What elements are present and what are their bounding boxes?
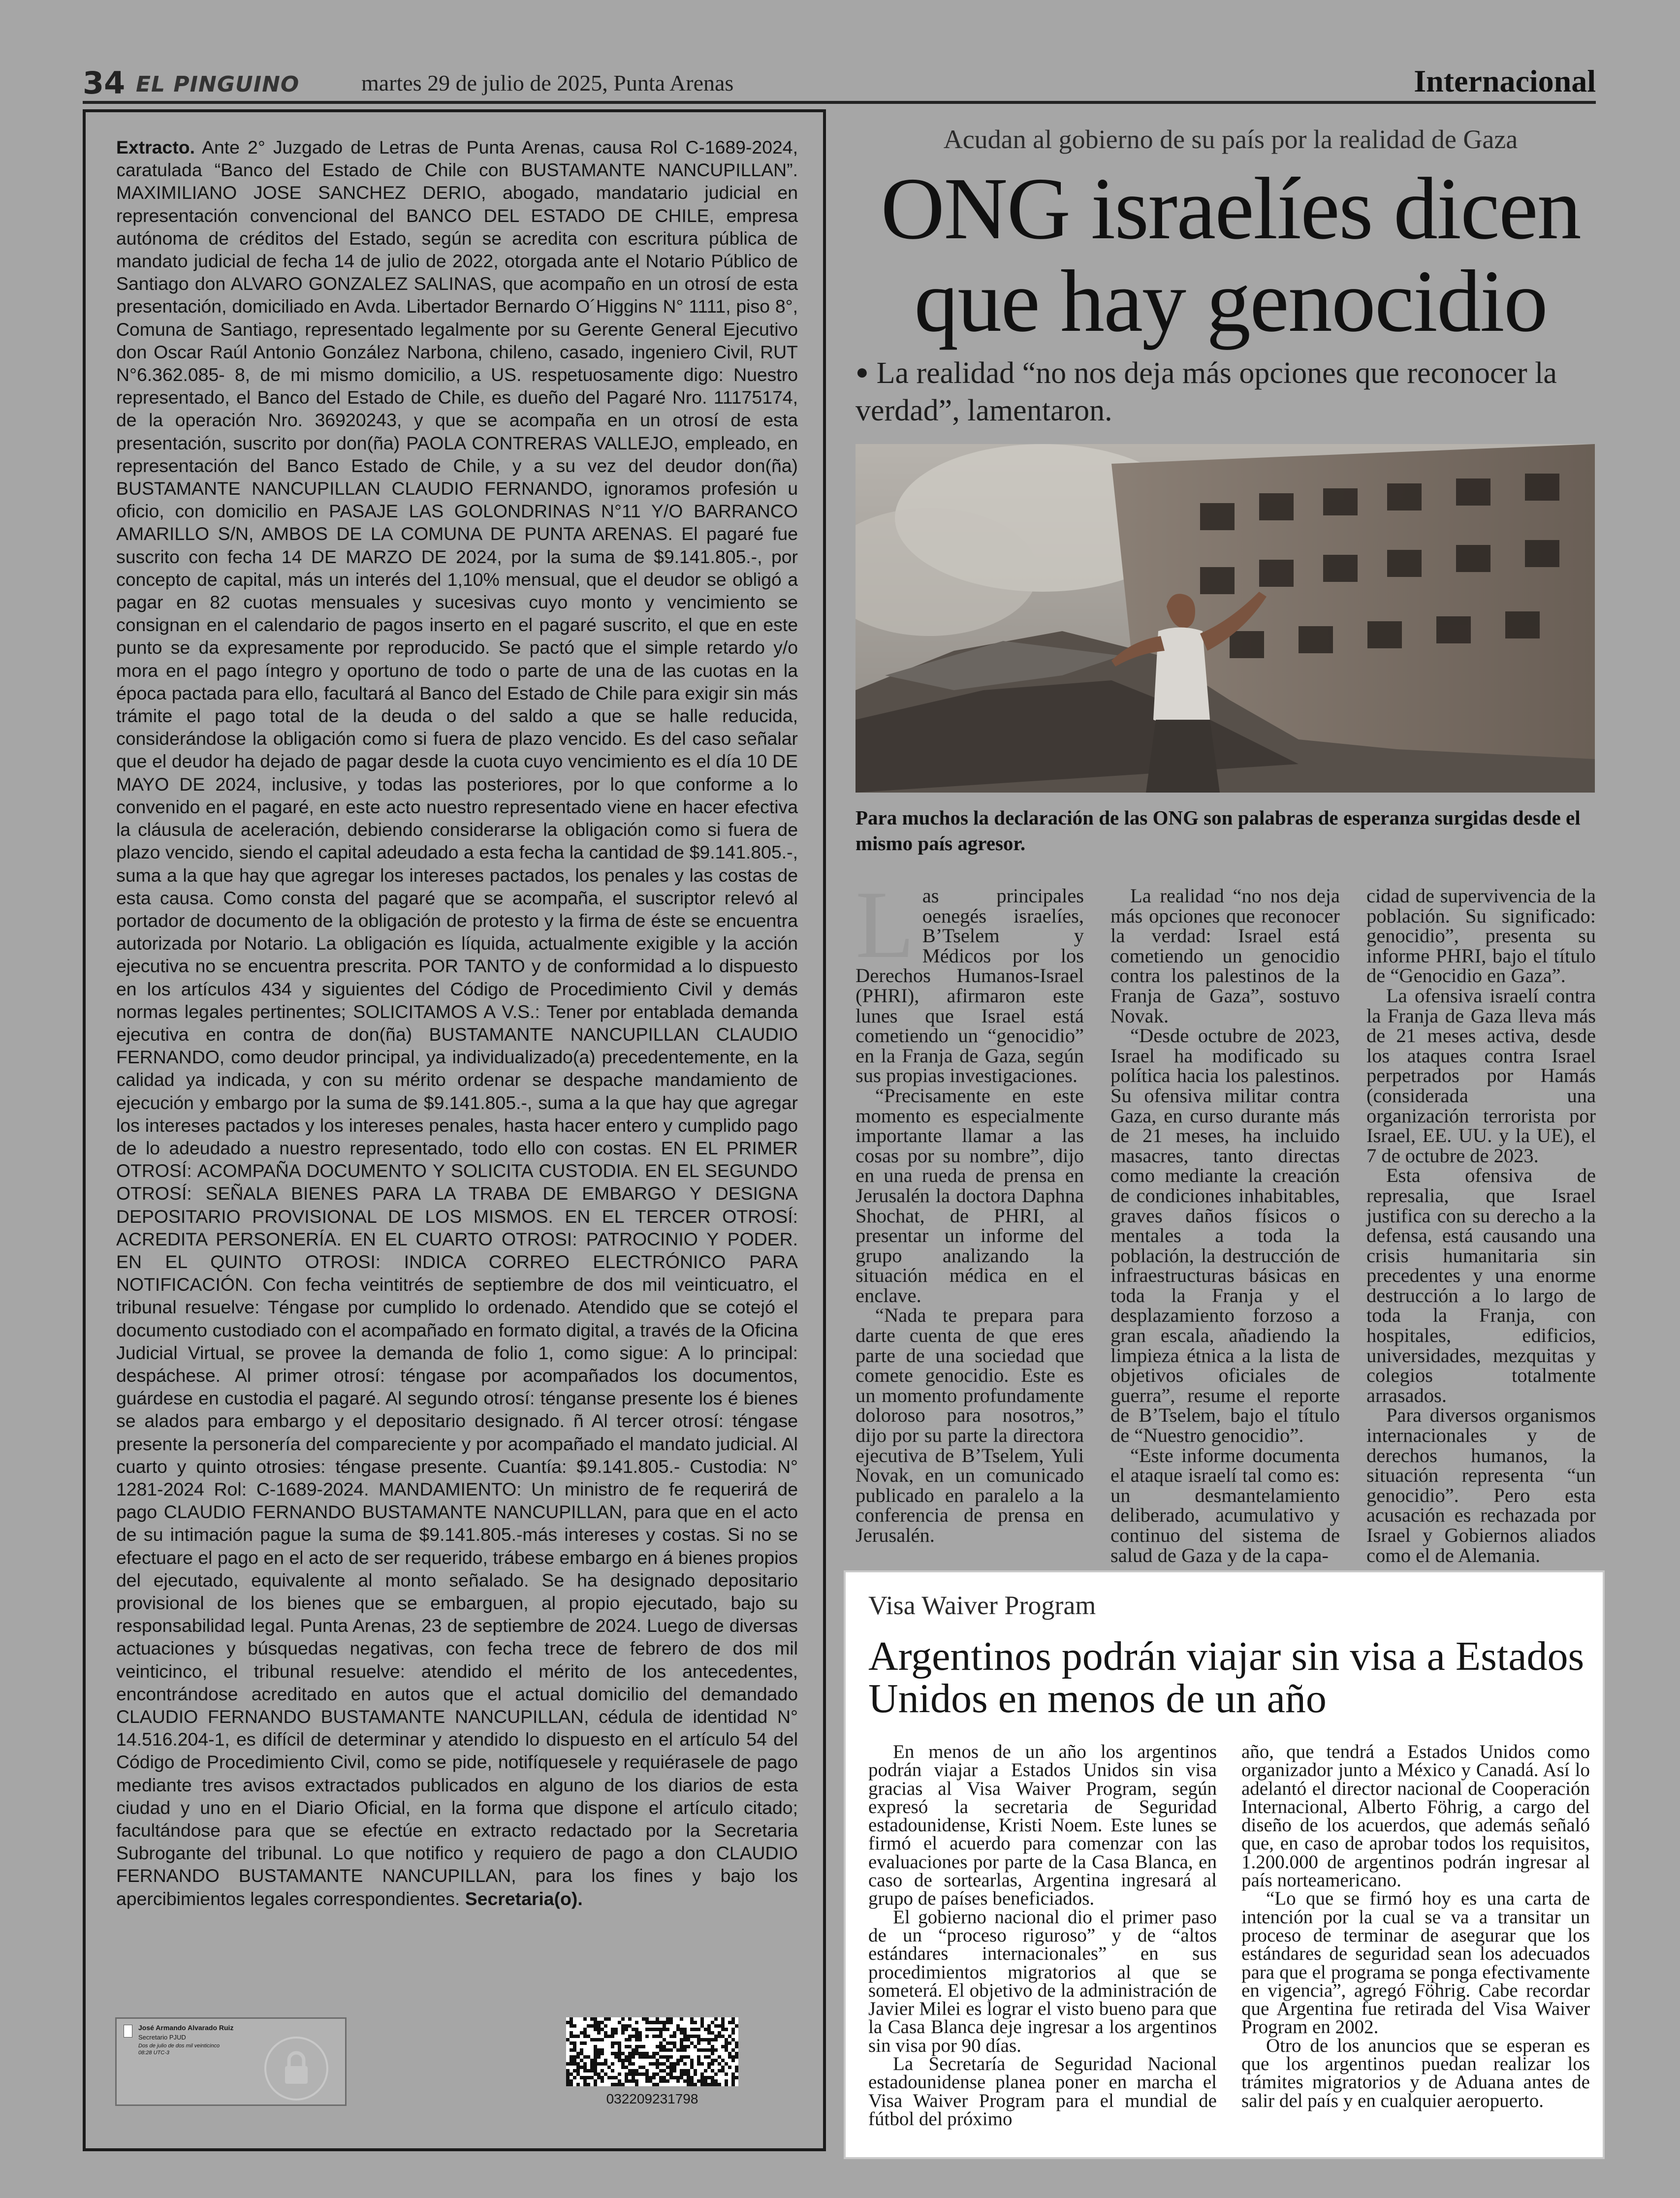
lock-icon	[264, 2037, 328, 2101]
paragraph: La realidad “no nos deja más opciones que reconocer la verdad: Israel está cometiendo un genocidio contra los palestinos de la Franja de Gaza”, sostuvo Novak.	[1110, 885, 1340, 1027]
article-kicker: Acudan al gobierno de su país por la realidad de Gaza	[943, 125, 1518, 154]
flag-icon	[124, 2025, 132, 2038]
paragraph: “Este informe documenta el ataque israelí tal como es: un desmantelamiento deliberado, acumulativo y continuo del sistema de salud de Gaza y de la capa-	[1110, 1444, 1340, 1566]
signature-date: Dos de julio de dos mil veinticinco 08:28 UTC-3	[138, 2043, 220, 2056]
section-title: Internacional	[1414, 64, 1596, 98]
visa-headline: Argentinos podrán viajar sin visa a Estados Unidos en menos de un año	[868, 1633, 1585, 1721]
paragraph: cidad de supervivencia de la población. Su significado: genocidio”, presenta su informe PHRI, bajo el título de “Genocidio en Gaza”.	[1366, 885, 1596, 987]
article-column-1	[856, 871, 1084, 1546]
visa-column-1	[868, 1743, 1217, 2128]
paragraph: En menos de un año los argentinos podrán viajar a Estados Unidos sin visa gracias al Visa Waiver Program, según expresó la secretaria de Seguridad estadounidense, Kristi Noem. Este lunes se firmó el acuerdo para comenzar con las evaluaciones por parte de la Casa Blanca, en caso de sortearlas, Argentina ingresará al grupo de países beneficiados.	[868, 1741, 1217, 1910]
paragraph: Esta ofensiva de represalia, que Israel justifica con su derecho a la defensa, está causando una crisis humanitaria sin precedentes y una enorme destrucción a lo largo de toda la Franja, con hospitales, edificios, universidades, mezquitas y colegios totalmente arrasados.	[1366, 1164, 1596, 1406]
paragraph: La ofensiva israelí contra la Franja de Gaza lleva más de 21 meses activa, desde los ataques contra Israel perpetrados por Hamás (considerada una organización terrorista por Israel, EE. UU. y la UE), el 7 de octubre de 2023.	[1366, 984, 1596, 1167]
article-headline: ONG israelíes dicen que hay genocidio	[881, 159, 1581, 350]
electronic-signature-stamp	[115, 2017, 347, 2106]
subhead-text: La realidad “no nos deja más opciones que reconocer la verdad”, lamentaron.	[856, 356, 1557, 427]
article-column-3	[1366, 886, 1596, 1565]
signer-role: Secretario PJUD	[138, 2034, 186, 2041]
paragraph: La Secretaría de Seguridad Nacional estadounidense planea poner en marcha el Visa Waiver Program para el mundial de fútbol del próximo	[868, 2053, 1217, 2130]
paragraph: “Desde octubre de 2023, Israel ha modificado su política hacia los palestinos. Su ofensiva militar contra Gaza, en curso durante más de 21 meses, ha incluido masacres, tanto directas como mediante la creación de condiciones inhabitables, graves daños físicos o mentales a toda la población, la destrucción de infraestructuras básicas en toda la Franja y el desplazamiento forzoso a gran escala, añadiendo la limpieza étnica a la lista de objetivos oficiales de guerra”, resume el reporte de B’Tselem, bajo el título de “Nuestro genocidio”.	[1110, 1024, 1340, 1447]
paragraph: año, que tendrá a Estados Unidos como organizador junto a México y Canadá. Así lo adelantó el director nacional de Cooperación Internacional, Alberto Föhrig, a cargo del diseño de los acuerdos, que además señaló que, en caso de aprobar todos los requisitos, 1.200.000 de argentinos podrán ingresar al país norteamericano.	[1241, 1741, 1590, 1891]
header-divider	[83, 101, 1596, 104]
paragraph: El gobierno nacional dio el primer paso de un “proceso riguroso” y de “altos estándares internacionales” en sus procedimientos migratorios al que se someterá. El objetivo de la administración de Javier Milei es lograr el visto bueno para que la Casa Blanca deje ingresar a los argentinos sin visa por 90 días.	[868, 1906, 1217, 2056]
visa-column-2	[1241, 1743, 1590, 2110]
paragraph: “Precisamente en este momento es especialmente importante llamar a las cosas por su nombre”, dijo en una rueda de prensa en Jerusalén la doctora Daphna Shochat, de PHRI, al presentar un informe del grupo analizando la situación médica en el enclave.	[856, 1084, 1084, 1306]
page-header	[83, 60, 1596, 103]
legal-notice-text	[116, 136, 798, 1910]
gaza-destruction-photo	[856, 444, 1595, 793]
issue-date: martes 29 de julio de 2025, Punta Arenas	[361, 70, 734, 96]
signer-name: José Armando Alvarado Ruiz	[138, 2024, 234, 2032]
barcode-number: 032209231798	[606, 2091, 698, 2106]
newspaper-name: EL PINGUINO	[136, 72, 300, 97]
paragraph: as principales oenegés israelíes, B’Tselem y Médicos por los Derechos Humanos-Israel (PHRI), afirmaron este lunes que Israel está cometiendo un “genocidio” en la Franja de Gaza, según sus propias investigaciones.	[856, 885, 1084, 1087]
article-subhead	[856, 353, 1604, 429]
verification-barcode	[566, 2017, 738, 2086]
drop-cap: L	[856, 871, 915, 978]
paragraph: Otro de los anuncios que se esperan es que los argentinos puedan realizar los trámites migratorios y de Aduana antes de salir del país y en cualquier aeropuerto.	[1241, 2035, 1590, 2111]
legal-notice-box	[83, 109, 826, 2151]
paragraph: Para diversos organismos internacionales y de derechos humanos, la situación representa “un genocidio”. Pero esta acusación es rechazada por Israel y Gobiernos aliados como el de Alemania.	[1366, 1404, 1596, 1566]
photo-caption: Para muchos la declaración de las ONG son palabras de esperanza surgidas desde el mismo país agresor.	[856, 806, 1581, 855]
legal-body: Ante 2° Juzgado de Letras de Punta Arenas, causa Rol C-1689-2024, caratulada “Banco del Estado de Chile con BUSTAMANTE NANCUPILLAN”. MAXIMILIANO JOSE SANCHEZ DERIO, abogado, mandatario judicial en representación convencional del BANCO DEL ESTADO DE CHILE, empresa autónoma de créditos del Estado, según se acredita con escritura pública de mandato judicial de fecha 14 de julio de 2022, otorgada ante el Notario Público de Santiago don ALVARO GONZALEZ SALINAS, que acompaño en un otrosí de esta presentación, domiciliado en Avda. Libertador Bernardo O´Higgins N° 1111, piso 8°, Comuna de Santiago, representado legalmente por su Gerente General Ejecutivo don Oscar Raúl Antonio González Narbona, chileno, casado, ingeniero Civil, RUT N°6.362.085- 8, de mi mismo domicilio, a US. respetuosamente digo: Nuestro representado, el Banco del Estado de Chile, es dueño del Pagaré Nro. 11175174, de la operación Nro. 36920243, y que se acompaña en un otrosí de esta presentación, suscrito por don(ña) PAOLA CONTRERAS VALLEJO, empleado, en representación del Banco Estado de Chile, y a su vez del deudor don(ña) BUSTAMANTE NANCUPILLAN CLAUDIO FERNANDO, ignoramos profesión u oficio, con domicilio en PASAJE LAS GOLONDRINAS N°11 Y/O BARRANCO AMARILLO S/N, AMBOS DE LA COMUNA DE PUNTA ARENAS. El pagaré fue suscrito con fecha 14 DE MARZO DE 2024, por la suma de $9.141.805.-, por concepto de capital, más un interés del 1,10% mensual, que el deudor se obligó a pagar en 82 cuotas mensuales y sucesivas cuyo monto y vencimiento se consignan en el calendario de pagos inserto en el pagaré suscrito, el que en este punto se da expresamente por reproducido. Se pactó que el simple retardo y/o mora en el pago íntegro y oportuno de todo o parte de una de las cuotas en la época pactada para ello, facultará al Banco del Estado de Chile para exigir sin más trámite el pago total de la deuda o del saldo a que se halle reducida, considerándose la obligación como si fuera de plazo vencido. Es del caso señalar que el deudor ha dejado de pagar desde la cuota cuyo vencimiento es el día 10 DE MAYO DE 2024, inclusive, y todas las posteriores, por lo que conforme a lo convenido en el pagaré, en este acto nuestro representado viene en hacer efectiva la cláusula de aceleración, debiendo considerarse la obligación como si fuera de plazo vencido, siendo el capital adeudado a esta fecha la cantidad de $9.141.805.-, suma a la que hay que agregar los intereses pactados, los penales y las costas de esta causa. Como consta del pagaré que se acompaña, el suscriptor relevó al portador de documento de la obligación de protesto y la firma de éste se encuentra autorizada por Notario. La obligación es líquida, actualmente exigible y la acción ejecutiva no se encuentra prescrita. POR TANTO y de conformidad a lo dispuesto en los artículos 434 y siguientes del Código de Procedimiento Civil y demás normas legales pertinentes; SOLICITAMOS A V.S.: Tener por entablada demanda ejecutiva en contra de don(ña) BUSTAMANTE NANCUPILLAN CLAUDIO FERNANDO, como deudor principal, ya individualizado(a) precedentemente, en la calidad ya indicada, y con su mérito ordenar se despache mandamiento de ejecución y embargo por la suma de $9.141.805.-, suma a la que hay que agregar los intereses pactados y los intereses penales, hasta hacer entero y cumplido pago de lo adeudado a nuestro representado, todo ello con costas. EN EL PRIMER OTROSÍ: ACOMPAÑA DOCUMENTO Y SOLICITA CUSTODIA. EN EL SEGUNDO OTROSÍ: SEÑALA BIENES PARA LA TRABA DE EMBARGO Y DESIGNA DEPOSITARIO PROVISIONAL DE LOS MISMOS. EN EL TERCER OTROSÍ: ACREDITA PERSONERÍA. EN EL CUARTO OTROSI: PATROCINIO Y PODER. EN EL QUINTO OTROSI: INDICA CORREO ELECTRÓNICO PARA NOTIFICACIÓN. Con fecha veintitrés de septiembre de dos mil veinticuatro, el tribunal resuelve: Téngase por cumplido lo ordenado. Atendido que se cotejó el documento custodiado con el acompañado en formato digital, a través de la Oficina Judicial Virtual, se provee la demanda de folio 1, como sigue: A lo principal: despáchese. Al primer otrosí: téngase por acompañados los documentos, guárdese en custodia el pagaré. Al segundo otrosí: ténganse presente los é bienes se alados para embargo y el depositario designado. ñ Al tercer otrosí: téngase presente la personería del compareciente y por acompañado el mandato judicial. Al cuarto y quinto otrosies: téngase presente. Cuantía: $9.141.805.- Custodia: N° 1281-2024 Rol: C-1689-2024. MANDAMIENTO: Un ministro de fe requerirá de pago CLAUDIO FERNANDO BUSTAMANTE NANCUPILLAN, para que en el acto de su intimación pague la suma de $9.141.805.-más intereses y costas. Si no se efectuare el pago en el acto de ser requerido, trábese embargo en á bienes propios del ejecutado, equivalente al monto señalado. Se ha designado depositario provisional de los bienes que se embarguen, al propio ejecutado, bajo su responsabilidad legal. Punta Arenas, 23 de septiembre de 2024. Luego de diversas actuaciones y búsquedas negativas, con fecha trece de febrero de dos mil veinticinco, el tribunal resuelve: atendido el mérito de los antecedentes, encontrándose acreditado en autos que el actual domicilio del demandado CLAUDIO FERNANDO BUSTAMANTE NANCUPILLAN, cédula de identidad N° 14.516.204-1, es difícil de determinar y atendido lo dispuesto en el artículo 54 del Código de Procedimiento Civil, como se pide, notifíquesele y requiérasele de pago mediante tres avisos extractados publicados en alguno de los diarios de esta ciudad y uno en el Diario Oficial, en la forma que dispone el artículo citado; facultándose para que se efectúe en extracto redactado por la Secretaria Subrogante del tribunal. Lo que notifico y requiero de pago a don CLAUDIO FERNANDO BUSTAMANTE NANCUPILLAN, para los fines y bajo los apercibimientos legales correspondientes.	[116, 137, 798, 1909]
paragraph: “Lo que se firmó hoy es una carta de intención por la cual se va a transitar un proceso de terminar de asegurar que los estándares de seguridad sean los adecuados para que el programa se ponga efectivamente en vigencia”, agregó Föhrig. Cabe recordar que Argentina fue retirada del Visa Waiver Program en 2002.	[1241, 1888, 1590, 2038]
bullet-icon: ●	[856, 360, 869, 384]
legal-lead: Extracto.	[116, 137, 195, 158]
paragraph: “Nada te prepara para darte cuenta de que eres parte de una sociedad que comete genocidio. Este es un momento profundamente doloroso para nosotros,” dijo por su parte la directora ejecutiva de B’Tselem, Yuli Novak, en un comunicado publicado en paralelo a la conferencia de prensa en Jerusalén.	[856, 1304, 1084, 1546]
visa-waiver-article-box	[844, 1570, 1605, 2159]
legal-closing: Secretaria(o).	[465, 1888, 583, 1909]
article-column-2	[1110, 886, 1340, 1565]
visa-kicker: Visa Waiver Program	[868, 1591, 1096, 1620]
page-number: 34	[83, 65, 126, 101]
